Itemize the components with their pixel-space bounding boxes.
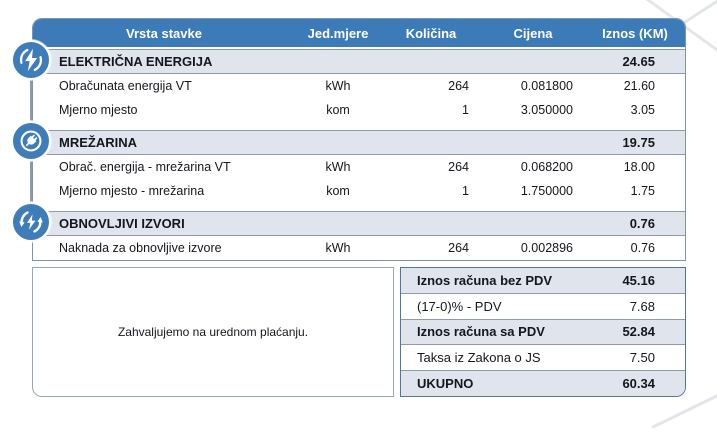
- cell-price: 0.081800: [520, 79, 573, 93]
- section-total: 24.65: [622, 54, 655, 69]
- cell-amount: 21.60: [623, 79, 655, 93]
- section-header-obnovljivi-izvori: [33, 211, 685, 236]
- line-items-table: [32, 18, 686, 261]
- cell-price: 0.002896: [520, 241, 573, 255]
- totals-summary-table: [400, 267, 686, 397]
- summary-value: 60.34: [622, 376, 655, 392]
- electric-energy-icon: [11, 40, 51, 80]
- column-header-kolicina: Količina: [405, 25, 457, 41]
- line-item-row: [33, 236, 685, 260]
- cell-unit: kWh: [325, 241, 351, 255]
- summary-label: Taksa iz Zakona o JS: [417, 350, 541, 366]
- column-header-vrsta-stavke: Vrsta stavke: [126, 25, 202, 41]
- line-item-row: [33, 74, 685, 98]
- section-header-mrezarina: [33, 130, 685, 155]
- section-title: OBNOVLJIVI IZVORI: [59, 216, 185, 231]
- column-header-cijena: Cijena: [513, 25, 553, 41]
- cell-price: 3.050000: [520, 103, 573, 117]
- cell-quantity: 1: [462, 184, 469, 198]
- cell-amount: 1.75: [630, 184, 655, 198]
- summary-row-taksa: [401, 344, 685, 370]
- cell-item-name: Mjerno mjesto: [59, 103, 138, 117]
- summary-label: (17-0)% - PDV: [417, 298, 502, 314]
- cell-price: 1.750000: [520, 184, 573, 198]
- summary-label: Iznos računa sa PDV: [417, 324, 545, 340]
- renewable-energy-icon: [11, 202, 51, 242]
- table-header-row: [33, 19, 685, 47]
- section-total: 0.76: [629, 216, 655, 231]
- cell-amount: 0.76: [630, 241, 655, 255]
- section-title: ELEKTRIČNA ENERGIJA: [59, 54, 213, 69]
- cell-unit: kom: [326, 184, 350, 198]
- cell-quantity: 1: [462, 103, 469, 117]
- invoice-footer: [32, 267, 686, 397]
- column-header-jed-mjere: Jed.mjere: [307, 25, 369, 41]
- cell-amount: 18.00: [623, 160, 655, 174]
- thanks-note-text: Zahvaljujemo na urednom plaćanju.: [117, 325, 309, 339]
- summary-value: 52.84: [622, 324, 655, 340]
- section-gap: [33, 203, 685, 211]
- cell-quantity: 264: [448, 79, 469, 93]
- column-header-iznos: Iznos (KM): [602, 25, 668, 41]
- cell-quantity: 264: [448, 160, 469, 174]
- power-plug-icon: [11, 121, 51, 161]
- summary-row-sa-pdv: [401, 319, 685, 345]
- line-item-row: [33, 179, 685, 203]
- cell-unit: kom: [326, 103, 350, 117]
- cell-item-name: Mjerno mjesto - mrežarina: [59, 184, 205, 198]
- section-gap: [33, 122, 685, 130]
- cell-quantity: 264: [448, 241, 469, 255]
- summary-row-ukupno: [401, 370, 685, 396]
- line-item-row: [33, 98, 685, 122]
- summary-row-bez-pdv: [401, 268, 685, 293]
- invoice-table: [32, 18, 686, 397]
- cell-price: 0.068200: [520, 160, 573, 174]
- cell-unit: kWh: [325, 160, 351, 174]
- line-item-row: [33, 155, 685, 179]
- cell-item-name: Naknada za obnovljive izvore: [59, 241, 222, 255]
- summary-label: Iznos računa bez PDV: [417, 272, 553, 288]
- cell-item-name: Obračunata energija VT: [59, 79, 192, 93]
- summary-value: 7.50: [629, 350, 655, 366]
- thanks-note-box: [32, 267, 394, 397]
- section-header-elektricna-energija: [33, 49, 685, 74]
- cell-item-name: Obrač. energija - mrežarina VT: [59, 160, 231, 174]
- summary-value: 45.16: [622, 272, 655, 288]
- summary-label: UKUPNO: [417, 376, 474, 392]
- summary-row-pdv: [401, 293, 685, 319]
- section-title: MREŽARINA: [59, 135, 137, 150]
- summary-value: 7.68: [629, 298, 655, 314]
- section-total: 19.75: [622, 135, 655, 150]
- cell-amount: 3.05: [630, 103, 655, 117]
- cell-unit: kWh: [325, 79, 351, 93]
